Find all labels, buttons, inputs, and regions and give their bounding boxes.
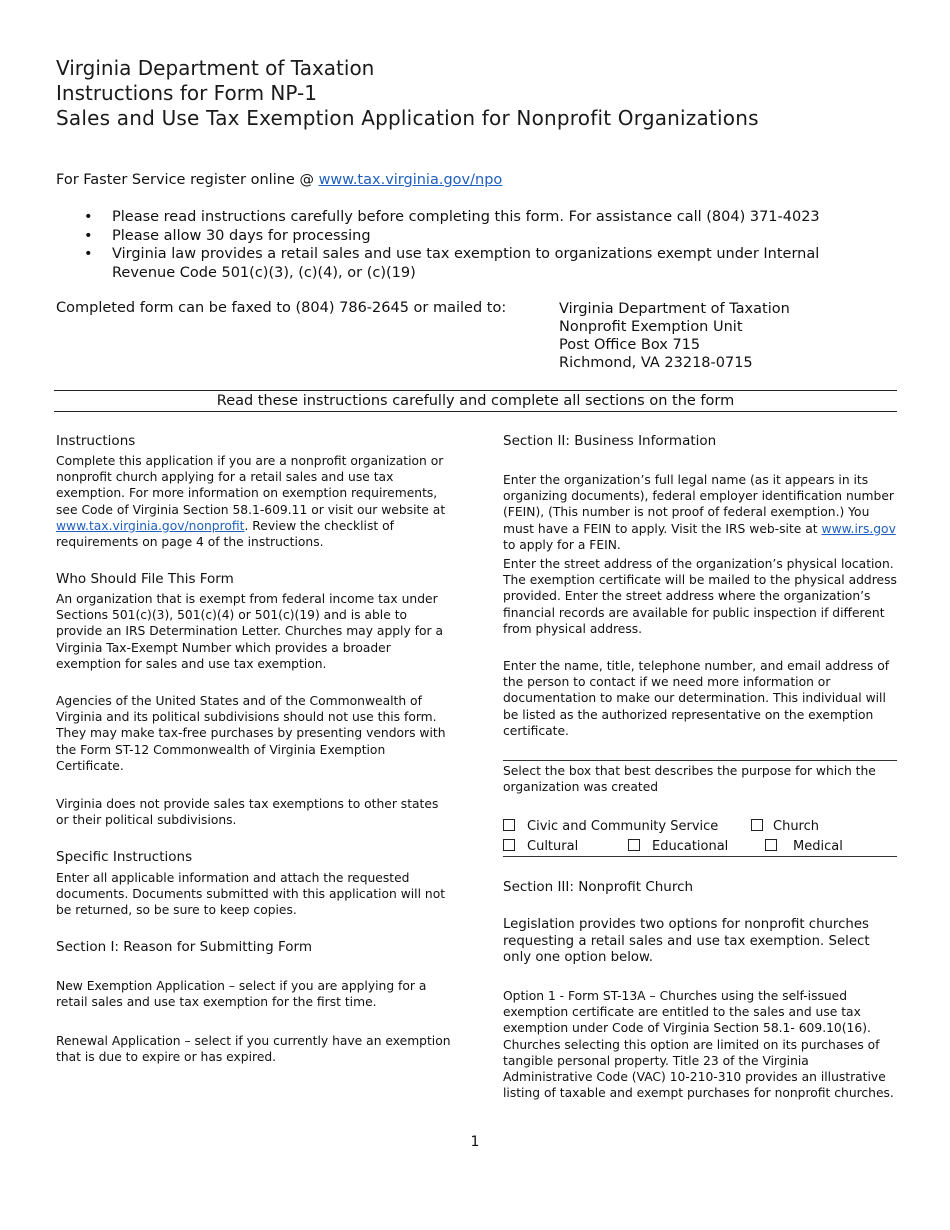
npo-register-link[interactable]: www.tax.virginia.gov/npo (318, 172, 503, 188)
checkbox-icon[interactable] (628, 839, 640, 851)
instruction-band-text: Read these instructions carefully and complete all sections on the form (216, 393, 735, 409)
nonprofit-info-link[interactable]: www.tax.virginia.gov/nonprofit (56, 518, 245, 533)
who-should-file-paragraph: An organization that is exempt from federal income tax under Sections 501(c)(3), 501(c)(4) or 501(c)(19) and is able to provide an IRS Determination Letter. Churches may apply for a Virginia Tax-Exempt Number which provides a broader exemption for sales and use tax exemption. (56, 592, 444, 671)
option-label: Educational (652, 839, 729, 854)
title-subject: Sales and Use Tax Exemption Application for Nonprofit Organizations (56, 106, 759, 130)
business-info-paragraph (503, 472, 898, 553)
who-should-file-heading: Who Should File This Form (56, 571, 234, 587)
bullet-item: • Virginia law provides a retail sales and use tax exemption to organizations exempt under Internal Revenue Code 501(c)(3), (c)(4), or (c)(19) (56, 245, 856, 282)
contact-person-paragraph: Enter the name, title, telephone number, and email address of the person to contact if we need more information or documentation to make our determination. This individual will be listed as the authorized representative on the exemption certificate. (503, 659, 890, 738)
section2-heading: Section II: Business Information (503, 433, 717, 449)
checkbox-icon[interactable] (503, 839, 515, 851)
option-church[interactable] (751, 818, 819, 835)
title-agency: Virginia Department of Taxation (56, 56, 375, 80)
physical-address-paragraph: Enter the street address of the organization’s physical location. The exemption certificate will be mailed to the physical address provided. Enter the street address where the organization’s financial records are available for public inspection if different from physical address. (503, 557, 897, 636)
option-label: Cultural (527, 839, 579, 854)
purpose-paragraph: Select the box that best describes the purpose for which the organization was created (503, 764, 876, 795)
specific-instructions-heading: Specific Instructions (56, 849, 193, 865)
purpose-options-row-1 (503, 818, 897, 838)
address-line: Nonprofit Exemption Unit (559, 319, 743, 335)
option-educational[interactable] (628, 838, 728, 855)
address-line: Post Office Box 715 (559, 337, 701, 353)
title-form: Instructions for Form NP-1 (56, 81, 317, 105)
bullet-item: • Please read instructions carefully before completing this form. For assistance call (804) 371-4023 (56, 208, 856, 227)
document-title (56, 56, 759, 131)
address-line: Virginia Department of Taxation (559, 301, 790, 317)
business-info-text: Enter the organization’s full legal name (as it appears in its organizing documents), federal employer identification number (FEIN), (This number is not proof of federal exemption.) You must have a FEIN to apply. Visit the IRS web-site at (503, 473, 894, 536)
notice-bullets (56, 208, 856, 282)
checkbox-icon[interactable] (503, 819, 515, 831)
purpose-bottom-rule (503, 856, 897, 857)
address-line: Richmond, VA 23218-0715 (559, 355, 753, 371)
section3-heading: Section III: Nonprofit Church (503, 879, 694, 895)
other-states-paragraph: Virginia does not provide sales tax exemptions to other states or their political subdivisions. (56, 797, 439, 828)
agencies-paragraph: Agencies of the United States and of the Commonwealth of Virginia and its political subdivisions should not use this form. They may make tax-free purchases by presenting vendors with the Form ST-12 Commonwealth of Virginia Exemption Certificate. (56, 694, 446, 773)
church-options-paragraph: Legislation provides two options for nonprofit churches requesting a retail sales and use tax exemption. Select only one option below. (503, 917, 870, 966)
checkbox-icon[interactable] (751, 819, 763, 831)
faster-service-line (56, 172, 502, 188)
specific-instructions-paragraph: Enter all applicable information and attach the requested documents. Documents submitted with this application will not be returned, so be sure to keep copies. (56, 871, 446, 918)
option-cultural[interactable] (503, 838, 578, 855)
option-label: Medical (793, 839, 843, 854)
mailing-label: Completed form can be faxed to (804) 786-2645 or mailed to: (56, 300, 507, 316)
instructions-paragraph (56, 453, 451, 550)
option-medical[interactable] (765, 838, 843, 855)
bullet-item: • Please allow 30 days for processing (56, 227, 856, 246)
instructions-text: Complete this application if you are a nonprofit organization or nonprofit church applying for a retail sales and use tax exemption. For more information on exemption requirements, see Code of Virginia Section 58.1-609.11 or visit our website at (56, 454, 446, 517)
section1-heading: Section I: Reason for Submitting Form (56, 939, 312, 955)
instructions-heading: Instructions (56, 433, 136, 449)
option-label: Church (773, 819, 820, 834)
purpose-top-rule (503, 760, 897, 761)
new-exemption-paragraph: New Exemption Application – select if you are applying for a retail sales and use tax exemption for the first time. (56, 979, 427, 1010)
option-label: Civic and Community Service (527, 819, 719, 834)
business-info-text-end: to apply for a FEIN. (503, 537, 621, 552)
faster-service-text: For Faster Service register online @ (56, 172, 319, 188)
checkbox-icon[interactable] (765, 839, 777, 851)
instructions-text-end: . Review the checklist of requirements on page 4 of the instructions. (56, 518, 394, 550)
option-civic[interactable] (503, 818, 718, 835)
page-number: 1 (470, 1134, 480, 1150)
option1-paragraph: Option 1 - Form ST-13A – Churches using the self-issued exemption certificate are entitled to the sales and use tax exemption under Code of Virginia Section 58.1- 609.10(16). Churches selecting this option are limited on its purchases of tangible personal property. Title 23 of the Virginia Administrative Code (VAC) 10-210-310 provides an illustrative listing of taxable and exempt purchases for nonprofit churches. (503, 989, 894, 1101)
mailing-address (559, 300, 790, 372)
renewal-paragraph: Renewal Application – select if you currently have an exemption that is due to expire or has expired. (56, 1034, 451, 1065)
purpose-options-row-2 (503, 838, 897, 858)
irs-website-link[interactable]: www.irs.gov (821, 521, 896, 536)
